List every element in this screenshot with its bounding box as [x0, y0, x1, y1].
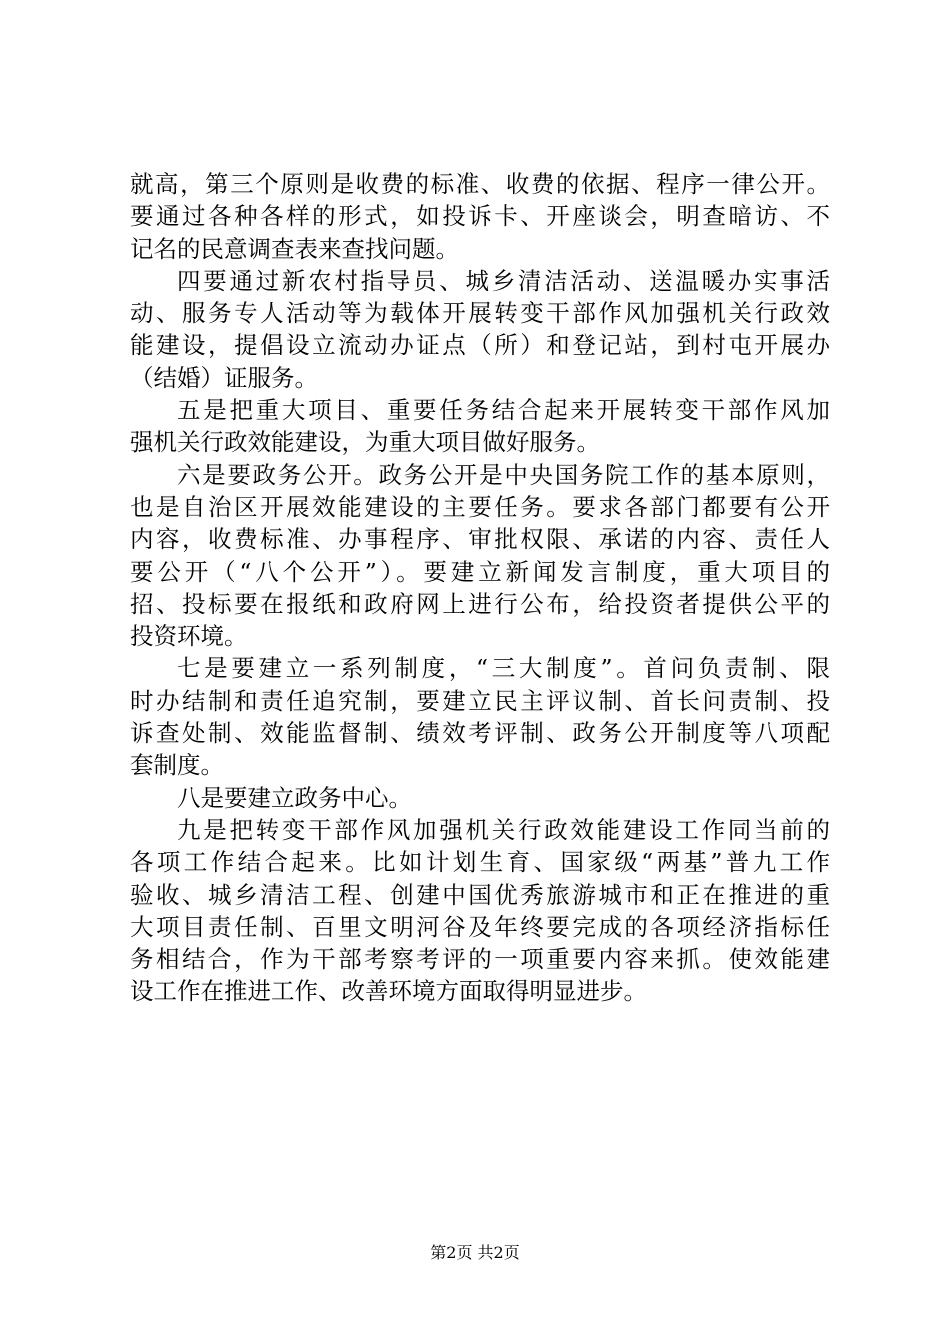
text-line: 记名的民意调查表来查找问题。	[130, 234, 459, 263]
text-line: 六是要政务公开。政务公开是中央国务院工作的基本原则，	[177, 460, 830, 489]
page-footer: 第2页 共2页	[430, 1243, 520, 1262]
text-line: 投资环境。	[130, 622, 248, 651]
text-line: 要通过各种各样的形式，如投诉卡、开座谈会，明查暗访、不	[130, 202, 830, 231]
text-line: 七是要建立一系列制度，“三大制度”。首问负责制、限	[177, 654, 830, 683]
text-line: 要公开（“八个公开”）。要建立新闻发言制度，重大项目的	[130, 557, 830, 586]
text-line: 内容，收费标准、办事程序、审批权限、承诺的内容、责任人	[130, 525, 830, 554]
document-body	[130, 168, 830, 1008]
text-line: 招、投标要在报纸和政府网上进行公布，给投资者提供公平的	[130, 589, 830, 618]
text-line: 也是自治区开展效能建设的主要任务。要求各部门都要有公开	[130, 492, 830, 521]
text-line: （结婚）证服务。	[130, 363, 318, 392]
text-line: 动、服务专人活动等为载体开展转变干部作风加强机关行政效	[130, 299, 830, 328]
text-line: 八是要建立政务中心。	[177, 783, 412, 812]
text-line: 四要通过新农村指导员、城乡清洁活动、送温暖办实事活	[177, 266, 830, 295]
text-line: 验收、城乡清洁工程、创建中国优秀旅游城市和正在推进的重	[130, 880, 830, 909]
text-line: 能建设，提倡设立流动办证点（所）和登记站，到村屯开展办	[130, 331, 830, 360]
text-line: 九是把转变干部作风加强机关行政效能建设工作同当前的	[177, 815, 830, 844]
text-line: 套制度。	[130, 751, 224, 780]
text-line: 就高，第三个原则是收费的标准、收费的依据、程序一律公开。	[130, 170, 830, 198]
text-line: 大项目责任制、百里文明河谷及年终要完成的各项经济指标任	[130, 912, 830, 941]
text-line: 五是把重大项目、重要任务结合起来开展转变干部作风加	[177, 396, 830, 425]
text-line: 强机关行政效能建设，为重大项目做好服务。	[130, 428, 600, 457]
text-line: 各项工作结合起来。比如计划生育、国家级“两基”普九工作	[130, 848, 830, 877]
text-line: 时办结制和责任追究制，要建立民主评议制、首长问责制、投	[130, 686, 830, 715]
text-line: 务相结合，作为干部考察考评的一项重要内容来抓。使效能建	[130, 945, 830, 974]
text-line: 设工作在推进工作、改善环境方面取得明显进步。	[130, 977, 647, 1006]
text-line: 诉查处制、效能监督制、绩效考评制、政务公开制度等八项配	[130, 719, 830, 748]
